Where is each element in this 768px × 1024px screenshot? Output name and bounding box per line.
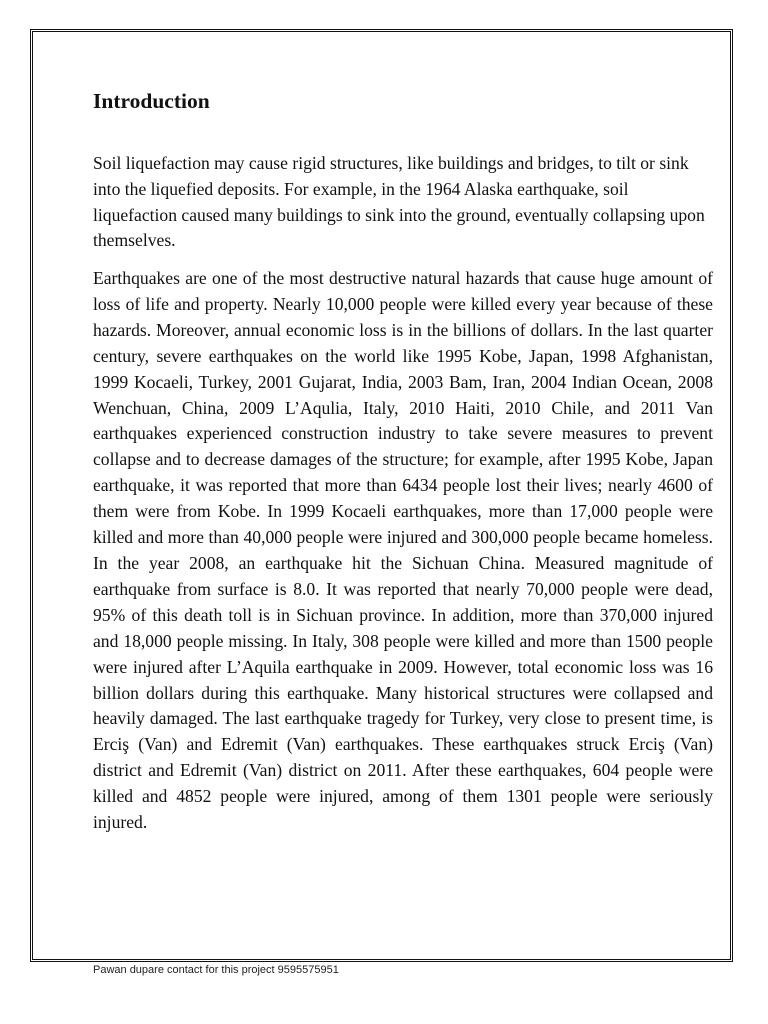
section-heading: Introduction: [93, 89, 210, 113]
page-footer: Pawan dupare contact for this project 9595575951: [93, 964, 339, 976]
paragraph-soil-liquefaction: Soil liquefaction may cause rigid structures, like buildings and bridges, to tilt or sink into the liquefied deposits. For example, in the 1964 Alaska earthquake, soil liquefaction caused many buildings to sink into the ground, eventually collapsing upon themselves.: [93, 153, 705, 251]
paragraph-earthquakes: Earthquakes are one of the most destructive natural hazards that cause huge amount of loss of life and property. Nearly 10,000 people were killed every year because of these hazards. Moreover, annual economic loss is in the billions of dollars. In the last quarter century, severe earthquakes on the world like 1995 Kobe, Japan, 1998 Afghanistan, 1999 Kocaeli, Turkey, 2001 Gujarat, India, 2003 Bam, Iran, 2004 Indian Ocean, 2008 Wenchuan, China, 2009 L’Aqulia, Italy, 2010 Haiti, 2010 Chile, and 2011 Van earthquakes experienced construction industry to take severe measures to prevent collapse and to decrease damages of the structure; for example, after 1995 Kobe, Japan earthquake, it was reported that more than 6434 people lost their lives; nearly 4600 of them were from Kobe. In 1999 Kocaeli earthquakes, more than 17,000 people were killed and more than 40,000 people were injured and 300,000 people became homeless. In the year 2008, an earthquake hit the Sichuan China. Measured magnitude of earthquake from surface is 8.0. It was reported that nearly 70,000 people were dead, 95% of this death toll is in Sichuan province. In addition, more than 370,000 injured and 18,000 people missing. In Italy, 308 people were killed and more than 1500 people were injured after L’Aquila earthquake in 2009. However, total economic loss was 16 billion dollars during this earthquake. Many historical structures were collapsed and heavily damaged. The last earthquake tragedy for Turkey, very close to present time, is Erciş (Van) and Edremit (Van) earthquakes. These earthquakes struck Erciş (Van) district and Edremit (Van) district on 2011. After these earthquakes, 604 people were killed and 4852 people were injured, among of them 1301 people were seriously injured.: [93, 268, 713, 833]
